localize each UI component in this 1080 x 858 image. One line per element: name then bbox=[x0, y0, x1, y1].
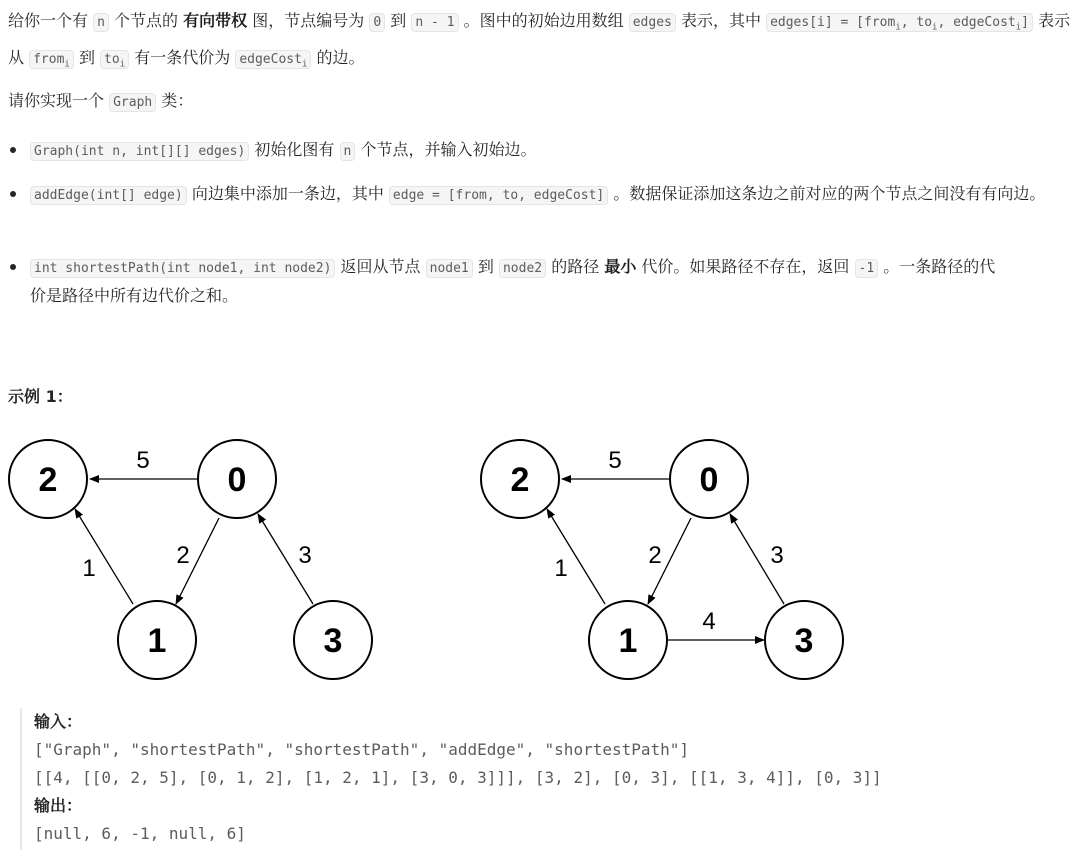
graph-left bbox=[9, 440, 372, 679]
inline-code: Graph(int n, int[][] edges) bbox=[30, 142, 249, 161]
text: 到 bbox=[390, 11, 407, 30]
inline-code: addEdge(int[] edge) bbox=[30, 186, 187, 205]
edge-label: 5 bbox=[608, 447, 622, 474]
implement-line bbox=[8, 86, 1076, 117]
edge-label: 5 bbox=[136, 447, 150, 474]
output-label: 输出： bbox=[34, 796, 83, 815]
inline-code: n bbox=[340, 142, 356, 161]
node-label: 0 bbox=[699, 461, 719, 499]
edge-label: 3 bbox=[770, 542, 784, 569]
text: 的边。 bbox=[316, 47, 365, 67]
text: 返回从节点 bbox=[340, 257, 421, 276]
example-io-block bbox=[20, 708, 1060, 850]
text: 。数据保证添加这条边之前对应的两个节点之间没有有向边。 bbox=[613, 184, 1046, 203]
inline-code: 0 bbox=[369, 13, 385, 32]
inline-code: -1 bbox=[855, 259, 879, 278]
list-item bbox=[30, 253, 1000, 309]
inline-code: edgeCost$_i$ bbox=[235, 50, 311, 69]
edge-label: 3 bbox=[298, 542, 312, 569]
input-line: ["Graph", "shortestPath", "shortestPath", "addEdge", "shortestPath"] bbox=[34, 740, 690, 759]
node-label: 3 bbox=[323, 622, 343, 660]
text: 类： bbox=[161, 91, 194, 110]
inline-code: edge = [from, to, edgeCost] bbox=[389, 186, 608, 205]
text: 到 bbox=[477, 257, 494, 276]
node-label: 2 bbox=[38, 461, 58, 499]
text: 图，节点编号为 bbox=[252, 11, 365, 30]
inline-code: n - 1 bbox=[411, 13, 458, 32]
bold-text: 有向带权 bbox=[183, 11, 248, 30]
edge-label: 1 bbox=[82, 555, 96, 582]
problem-description bbox=[8, 6, 1076, 79]
text: 个节点的 bbox=[114, 11, 179, 30]
node-label: 0 bbox=[227, 461, 247, 499]
inline-code: from$_i$ bbox=[29, 50, 74, 69]
edge-label: 2 bbox=[648, 542, 662, 569]
list-item bbox=[30, 180, 1062, 209]
text: 有一条代价为 bbox=[134, 47, 231, 67]
example-title: 示例 1： bbox=[8, 387, 73, 406]
text: 初始化图有 bbox=[254, 140, 335, 159]
text: 。一条路径的代价是路径中所有边代价之和。 bbox=[30, 257, 996, 305]
inline-code: n bbox=[93, 13, 109, 32]
node-label: 3 bbox=[794, 622, 814, 660]
input-line: [[4, [[0, 2, 5], [0, 1, 2], [1, 2, 1], [3, 0, 3]]], [3, 2], [0, 3], [[1, 3, 4]], [0, 3]] bbox=[34, 768, 882, 787]
text: 代价。如果路径不存在，返回 bbox=[641, 257, 850, 276]
text: 的路径 bbox=[551, 257, 600, 276]
graph-right bbox=[481, 440, 843, 679]
node-label: 1 bbox=[147, 622, 167, 660]
text: 个节点，并输入初始边。 bbox=[360, 140, 537, 159]
text: 表示，其中 bbox=[680, 11, 761, 30]
input-label: 输入： bbox=[34, 712, 83, 731]
text: 给你一个有 bbox=[8, 11, 89, 30]
list-item bbox=[30, 136, 1062, 165]
text: 到 bbox=[78, 47, 95, 67]
text: 请你实现一个 bbox=[8, 91, 105, 110]
edge-label: 4 bbox=[702, 608, 716, 635]
edge-label: 2 bbox=[176, 542, 190, 569]
inline-code: node2 bbox=[499, 259, 546, 278]
inline-code: int shortestPath(int node1, int node2) bbox=[30, 259, 335, 278]
output-line: [null, 6, -1, null, 6] bbox=[34, 824, 246, 843]
text: 向边集中添加一条边，其中 bbox=[191, 184, 384, 203]
node-label: 1 bbox=[618, 622, 638, 660]
inline-code-edges-i: edges[i] = [from$_i$, $to_i$, edgeCost$_i$] bbox=[766, 13, 1033, 32]
text: 表示从 bbox=[8, 11, 1071, 67]
inline-code: Graph bbox=[109, 93, 156, 112]
edge-label: 1 bbox=[554, 555, 568, 582]
text: 。图中的初始边用数组 bbox=[463, 11, 624, 30]
inline-code: node1 bbox=[426, 259, 473, 278]
inline-code: edges bbox=[629, 13, 676, 32]
example-graphs bbox=[0, 430, 1080, 692]
node-label: 2 bbox=[510, 461, 530, 499]
bold-text: 最小 bbox=[604, 257, 637, 276]
inline-code: $to_i$ bbox=[100, 50, 129, 69]
